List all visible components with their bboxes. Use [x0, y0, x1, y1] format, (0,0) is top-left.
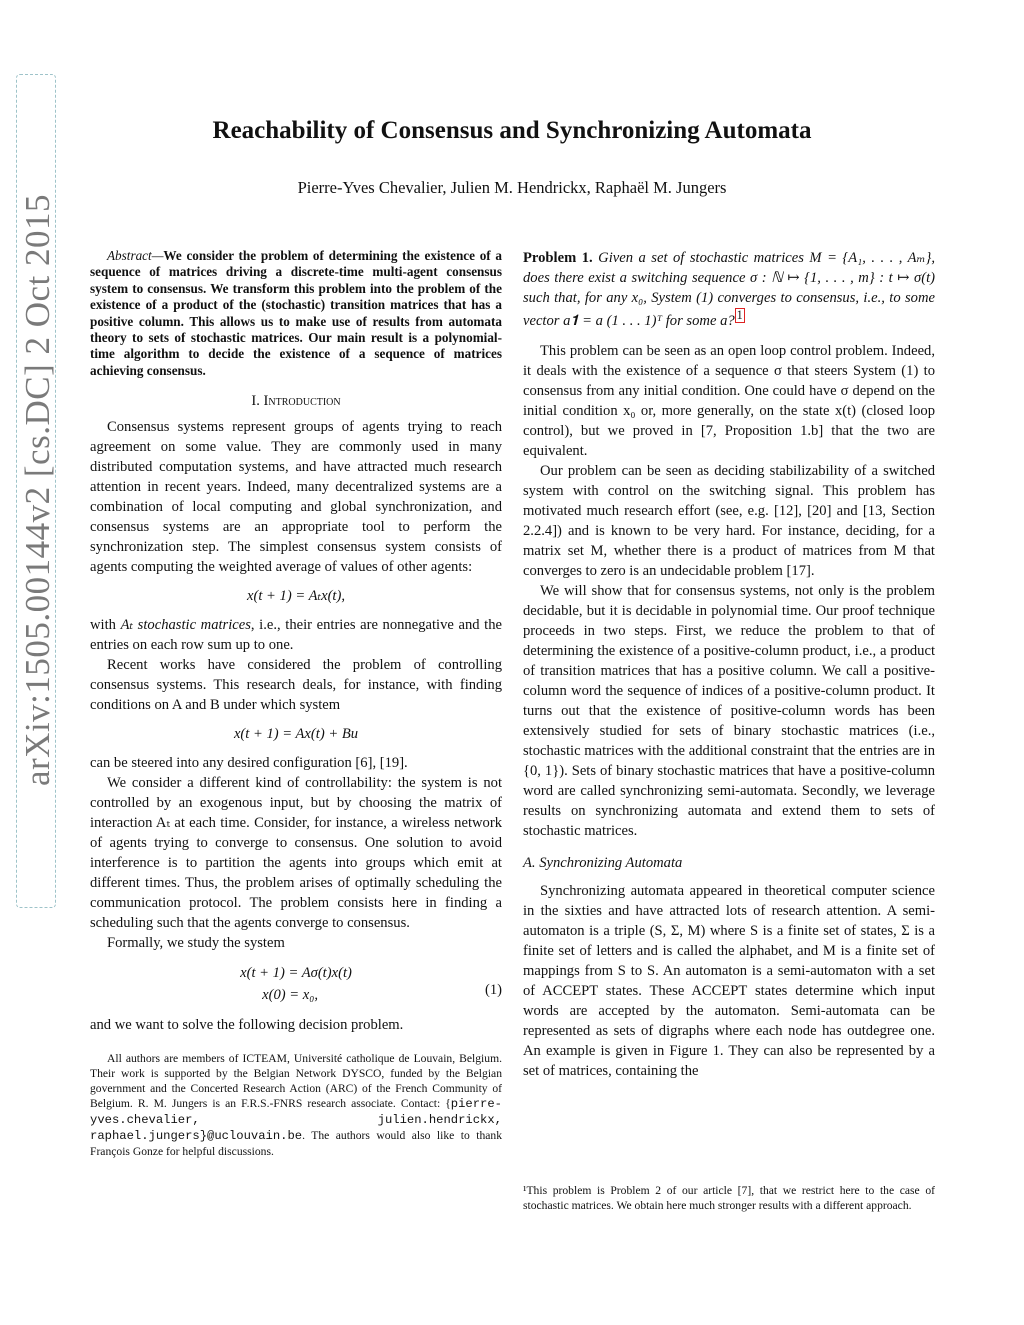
- problem-1: [523, 248, 935, 331]
- equation-number: (1): [484, 982, 502, 999]
- section-heading-introduction: [90, 391, 502, 411]
- abstract-lead: Abstract—: [107, 248, 164, 263]
- math-At: Aₜ: [120, 617, 134, 634]
- author-footnote: [90, 1051, 502, 1159]
- footnote-text: All authors are members of ICTEAM, Université catholique de Louvain, Belgium. Their work is supported by the Belgian Network DYSCO, funded by the Belgian government and the Concerted Research Action (ARC) of the French Community of Belgium. R. M. Jungers is an F.R.S.-FNRS research associate. Contact: {: [90, 1052, 502, 1111]
- arxiv-identifier[interactable]: arXiv:1505.00144v2 [cs.DC] 2 Oct 2015: [18, 193, 57, 787]
- intro-paragraph-2: [90, 615, 502, 655]
- intro-paragraph-3: Recent works have considered the problem of controlling consensus systems. This research deals, for instance, with finding conditions on A and B under which system: [90, 657, 502, 714]
- section-number: I.: [251, 393, 260, 410]
- paper-authors: Pierre-Yves Chevalier, Julien M. Hendrickx, Raphaël M. Jungers: [297, 178, 727, 197]
- intro-paragraph-6: Formally, we study the system: [107, 935, 285, 952]
- footnote-emails[interactable]: pierre-yves.chevalier, julien.hendrickx, raphael.jungers: [90, 1097, 502, 1144]
- text-fragment: , i.e., their entries are nonnegative and the entries on each row sum up to one.: [90, 617, 502, 654]
- right-paragraph-3: We will show that for consensus systems, not only is the problem decidable, but it is decidable in polynomial time. Our proof technique proceeds in two steps. First, we reduce the problem to that of determining the existence of a positive-column product, i.e., a product of transition matrices that has a positive column. We call a positive-column word the sequence of indices of a positive-column product. It turns out that the existence of positive-column words has been extensively studied for sets of binary stochastic matrices (i.e., stochastic matrices with the additional constraint that the entries are in {0, 1}). Sets of binary stochastic matrices that have a positive-column word are called synchronizing semi-automata. Secondly, we leverage results on synchronizing automata and extend them to sets of stochastic matrices.: [523, 582, 935, 839]
- equation-controlled: x(t + 1) = Ax(t) + Bu: [233, 726, 359, 743]
- footnote-tail: . The authors would also like to thank François Gonze for helpful discussions.: [90, 1129, 502, 1159]
- term-stochastic-matrices: stochastic matrices: [133, 617, 251, 634]
- equation-system-1: [90, 962, 502, 1006]
- equation-consensus: x(t + 1) = Aₜx(t),: [247, 588, 345, 605]
- intro-paragraph-7: and we want to solve the following decision problem.: [90, 1017, 404, 1034]
- right-column: [523, 248, 935, 1081]
- abstract: [90, 248, 502, 379]
- equation-line-1: x(t + 1) = Aσ(t)x(t): [240, 965, 352, 982]
- text-fragment: with: [90, 617, 121, 634]
- abstract-text: We consider the problem of determining the existence of a sequence of matrices driving a discrete-time multi-agent consensus system to consensus. We transform this problem into the problem of the existence of a product of the (stochastic) transition matrices that has a positive column. This allows us to make use of results from automata theory to sets of stochastic matrices. Our main result is a polynomial-time algorithm to decide the existence of a sequence of matrices achieving consensus.: [90, 248, 502, 378]
- footnote-email-domain[interactable]: }@uclouvain.be: [199, 1129, 303, 1144]
- section-title: Introduction: [263, 393, 341, 410]
- equation-line-2: x(0) = x₀,: [262, 987, 318, 1004]
- equation-lines: [240, 962, 352, 1006]
- intro-paragraph-4: can be steered into any desired configuration [6], [19].: [90, 755, 408, 772]
- problem-label: Problem 1.: [523, 250, 593, 266]
- footnote-link-1[interactable]: 1: [736, 308, 743, 322]
- subsection-heading: A. Synchronizing Automata: [523, 854, 683, 871]
- right-paragraph-1: This problem can be seen as an open loop control problem. Indeed, it deals with the existence of a sequence σ that steers System (1) to consensus from any initial condition. One could have σ depend on the initial condition x₀ or, more generally, on the state x(t) (closed loop control), but we proved in [7, Proposition 1.b] that the two are equivalent.: [523, 342, 935, 459]
- left-column: [90, 248, 502, 1159]
- intro-paragraph-1: Consensus systems represent groups of agents trying to reach agreement on some value. They are commonly used in many distributed computation systems, and have attracted much research attention in recent years. Indeed, many decentralized systems are a combination of local computing and global synchronization, and consensus systems are an appropriate tool to perform the synchronization step. The simplest consensus system consists of agents computing the weighted average of values of other agents:: [90, 419, 502, 576]
- problem-footnote: ¹This problem is Problem 2 of our article [7], that we restrict here to the case of stochastic matrices. We obtain here much stronger results with a different approach.: [523, 1184, 935, 1212]
- right-paragraph-2: Our problem can be seen as deciding stabilizability of a switched system with control on the switching signal. This problem has motivated much research effort (see, e.g. [12], [20] and [13, Section 2.2.4]) and is known to be very hard. For instance, deciding, for a matrix set M, whether there is a product of matrices from M that converges to zero is an undecidable problem [17].: [523, 462, 935, 579]
- right-paragraph-4: Synchronizing automata appeared in theoretical computer science in the sixties and have attracted lots of research attention. A semi-automaton is a triple (S, Σ, M) where S is a finite set of states, Σ is a finite set of letters and is called the alphabet, and M is a finite set of mappings from S to S. An automaton is a semi-automaton with a set of ACCEPT states. These ACCEPT states determine which input words are accepted by the automaton. Semi-automata can be represented as sets of digraphs where each node has outdegree one. An example is given in Figure 1. They can also be represented by a set of matrices, containing the: [523, 882, 935, 1079]
- problem-statement: Given a set of stochastic matrices M = {A₁, . . . , Aₘ}, does there exist a switching sequence σ : ℕ ↦ {1, . . . , m} : t ↦ σ(t) such that, for any x₀, System (1) converges to consensus, i.e., to some vector a𝟏 = a (1 . . . 1)ᵀ for some a?: [523, 250, 936, 329]
- intro-paragraph-5: We consider a different kind of controllability: the system is not controlled by an exogenous input, but by choosing the matrix of interaction Aₜ at each time. Consider, for instance, a wireless network of agents trying to converge to consensus. One solution to avoid interference is to partition the agents into groups which emit at different times. Thus, the problem arises of optimally scheduling the communication protocol. The problem consists here in finding a scheduling such that the agents converge to consensus.: [90, 775, 502, 932]
- paper-title: Reachability of Consensus and Synchronizing Automata: [212, 117, 812, 144]
